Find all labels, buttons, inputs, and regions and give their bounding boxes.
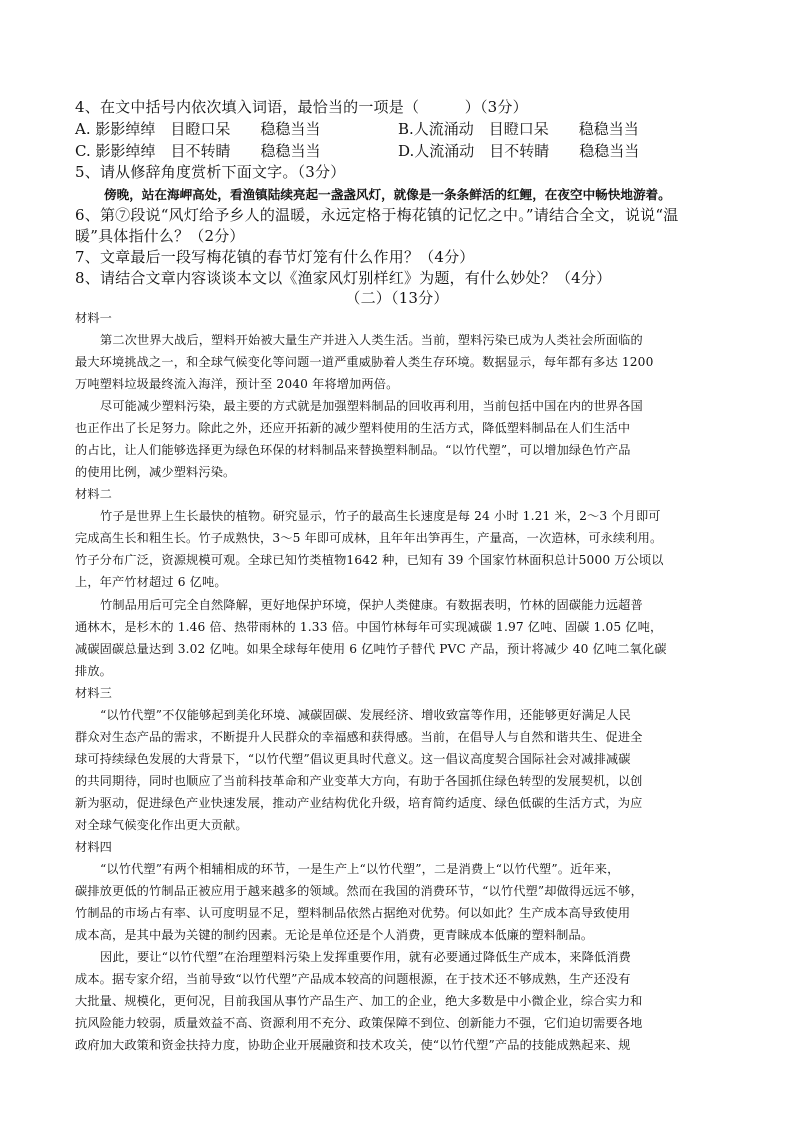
paragraph-line: 碳排放更低的竹制品正被应用于越来越多的领域。然而在我国的消费环节，“以竹代塑”却做得远远不够， xyxy=(75,884,643,898)
paragraph-line: 竹子分布广泛，资源规模可观。全球已知竹类植物1642 种，已知有 39 个国家竹林面积总计5000 万公顷以 xyxy=(75,553,664,567)
paragraph-line: 对全球气候变化作出更大贡献。 xyxy=(75,818,248,832)
paragraph-line: 也正作出了长足努力。除此之外，还应开拓新的减少塑料使用的生活方式，降低塑料制品在人们生活中 xyxy=(75,421,631,435)
paragraph-line: 第二次世界大战后，塑料开始被大量生产并进入人类生活。当前，塑料污染已成为人类社会所面临的 xyxy=(100,333,643,347)
paragraph-line: 成本。据专家介绍，当前导致“以竹代塑”产品成本较高的问题根源，在于技术还不够成熟，生产还没有 xyxy=(75,972,631,986)
paragraph-line: 政府加大政策和资金扶持力度，协助企业开展融资和技术攻关，使“以竹代塑”产品的技能成熟起来、规 xyxy=(75,1038,631,1052)
paragraph-line: 最大环境挑战之一，和全球气候变化等问题一道严重威胁着人类生存环境。数据显示，每年都有多达 1200 xyxy=(75,355,654,369)
paragraph-line: 尽可能减少塑料污染，最主要的方式就是加强塑料制品的回收再利用，当前包括中国在内的世界各国 xyxy=(100,399,643,413)
paragraph-line: 竹制品用后可完全自然降解，更好地保护环境，保护人类健康。有数据表明，竹林的固碳能力远超普 xyxy=(100,598,643,612)
option-a: A. 影影绰绰 目瞪口呆 稳稳当当 xyxy=(75,120,321,138)
option-d: D.人流涌动 目不转睛 稳稳当当 xyxy=(398,142,640,160)
question-5: 5、请从修辞角度赏析下面文字。（3分） xyxy=(75,163,346,181)
question-8: 8、请结合文章内容谈谈本文以《渔家风灯别样红》为题，有什么妙处？（4分） xyxy=(75,269,612,287)
paragraph-line: 大批量、规模化，更何况，目前我国从事竹产品生产、加工的企业，绝大多数是中小微企业，综合实力和 xyxy=(75,994,643,1008)
paragraph-line: 成本高，是其中最为关键的制约因素。无论是单位还是个人消费，更青睐成本低廉的塑料制品。 xyxy=(75,928,594,942)
paragraph-line: 万吨塑料垃圾最终流入海洋，预计至 2040 年将增加两倍。 xyxy=(75,377,399,391)
material-2-title: 材料二 xyxy=(75,487,113,501)
paragraph-line: “以竹代塑”有两个相辅相成的环节，一是生产上“以竹代塑”，二是消费上“以竹代塑”。近年来， xyxy=(100,862,620,876)
paragraph-line: 抗风险能力较弱，质量效益不高、资源利用不充分、政策保障不到位、创新能力不强，它们迫切需要各地 xyxy=(75,1016,643,1030)
material-4-title: 材料四 xyxy=(75,840,113,854)
question-6-line2: 暖”具体指什么？（2分） xyxy=(75,227,245,245)
question-7: 7、文章最后一段写梅花镇的春节灯笼有什么作用？（4分） xyxy=(75,248,475,266)
material-3-title: 材料三 xyxy=(75,686,113,700)
paragraph-line: 减碳固碳总量达到 3.02 亿吨。如果全球每年使用 6 亿吨竹子替代 PVC 产品，预计将减少 40 亿吨二氧化碳 xyxy=(75,642,667,656)
paragraph-line: 上，年产竹材超过 6 亿吨。 xyxy=(75,575,227,589)
section-2-heading: （二）（13分） xyxy=(345,289,449,307)
paragraph-line: 排放。 xyxy=(75,664,113,678)
paragraph-line: 因此，要让“以竹代塑”在治理塑料污染上发挥重要作用，就有必要通过降低生产成本，来降低消费 xyxy=(100,950,631,964)
option-c: C. 影影绰绰 目不转睛 稳稳当当 xyxy=(75,142,321,160)
question-6-line1: 6、第⑦段说“风灯给予乡人的温暖，永远定格于梅花镇的记忆之中。”请结合全文，说说“温 xyxy=(75,206,679,224)
question-5-quote: 傍晚，站在海岬高处，看渔镇陆续亮起一盏盏风灯，就像是一条条鲜活的红鲤，在夜空中畅快地游着。 xyxy=(104,187,671,202)
paragraph-line: 的使用比例，减少塑料污染。 xyxy=(75,465,236,479)
option-b: B.人流涌动 目瞪口呆 稳稳当当 xyxy=(398,120,639,138)
material-1-title: 材料一 xyxy=(75,311,113,325)
question-4: 4、在文中括号内依次填入词语，最恰当的一项是（ ）（3分） xyxy=(75,98,528,116)
paragraph-line: 的共同期待，同时也顺应了当前科技革命和产业变革大方向，有助于各国抓住绿色转型的发展契机，以创 xyxy=(75,774,643,788)
paragraph-line: 通林木，是杉木的 1.46 倍、热带雨林的 1.33 倍。中国竹林每年可实现减碳 1.97 亿吨、固碳 1.05 亿吨， xyxy=(75,620,663,634)
paragraph-line: 竹子是世界上生长最快的植物。研究显示，竹子的最高生长速度是每 24 小时 1.21 米，2～3 个月即可 xyxy=(100,509,661,523)
paragraph-line: 完成高生长和粗生长。竹子成熟快，3～5 年即可成林，且年年出笋再生，产量高，一次造林，可永续利用。 xyxy=(75,531,663,545)
paragraph-line: 球可持续绿色发展的大背景下，“以竹代塑”倡议更具时代意义。这一倡议高度契合国际社会对减排减碳 xyxy=(75,752,631,766)
paragraph-line: “以竹代塑”不仅能够起到美化环境、减碳固碳、发展经济、增收致富等作用，还能够更好满足人民 xyxy=(100,708,631,722)
paragraph-line: 的占比，让人们能够选择更为绿色环保的材料制品来替换塑料制品。“以竹代塑”，可以增加绿色竹产品 xyxy=(75,443,631,457)
paragraph-line: 群众对生态产品的需求，不断提升人民群众的幸福感和获得感。当前，在倡导人与自然和谐共生、促进全 xyxy=(75,730,643,744)
paragraph-line: 竹制品的市场占有率、认可度明显不足，塑料制品依然占据绝对优势。何以如此？生产成本高导致使用 xyxy=(75,906,631,920)
paragraph-line: 新为驱动，促进绿色产业快速发展，推动产业结构优化升级，培育简约适度、绿色低碳的生活方式，为应 xyxy=(75,796,643,810)
